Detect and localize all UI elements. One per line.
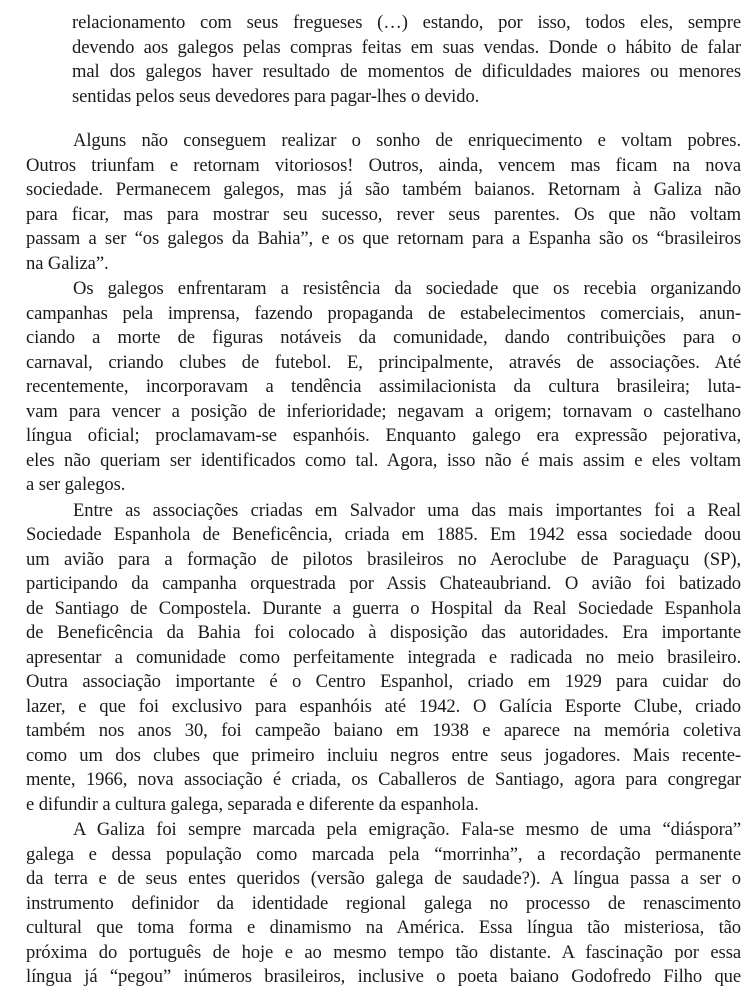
text-line: Outros triunfam e retornam vitoriosos! Outros, ainda, vencem mas ficam na nova	[26, 154, 741, 176]
text-line: mal dos galegos haver resultado de momentos de dificuldades maiores ou menores	[72, 61, 741, 82]
paragraph	[26, 129, 741, 276]
document-page	[26, 11, 741, 991]
text-line: língua já “pegou” inúmeros brasileiros, inclusive o poeta baiano Godofredo Filho que	[26, 966, 741, 987]
text-line: para ficar, mas para mostrar seu sucesso, rever seus parentes. Os que não voltam	[26, 203, 741, 225]
paragraph	[26, 277, 741, 498]
text-line: carnaval, criando clubes de futebol. E, principalmente, através de associações. Até	[26, 351, 741, 373]
text-line: participando da campanha orquestrada por Assis Chateaubriand. O avião foi batizado	[26, 573, 741, 594]
text-line: devendo aos galegos pelas compras feitas em suas vendas. Donde o hábito de falar	[72, 36, 741, 58]
text-line: eles não queriam ser identificados como tal. Agora, isso não é mais assim e eles voltam	[26, 449, 741, 471]
text-line: próxima do português de hoje e ao mesmo tempo tão distante. A fascinação por essa	[26, 941, 741, 963]
block-quote	[72, 11, 741, 109]
text-line: Outra associação importante é o Centro Espanhol, criado em 1929 para cuidar do	[26, 671, 741, 692]
text-line: a ser galegos.	[26, 474, 126, 495]
text-line: na Galiza”.	[26, 252, 109, 274]
text-line: galega e dessa população como marcada pela “morrinha”, a recordação permanente	[26, 843, 741, 865]
text-line: Entre as associações criadas em Salvador uma das mais importantes foi a Real	[73, 499, 741, 521]
text-line: passam a ser “os galegos da Bahia”, e os que retornam para a Espanha são os “brasileiros	[26, 228, 741, 249]
text-line: como um dos clubes que primeiro incluiu negros entre seus jogadores. Mais recente-	[26, 744, 741, 766]
paragraph	[26, 818, 741, 990]
text-line: vam para vencer a posição de inferioridade; negavam a origem; tornavam o castelhano	[26, 400, 741, 422]
text-line: apresentar a comunidade como perfeitamente integrada e radicada no meio brasileiro.	[26, 646, 741, 668]
text-line: campanhas pela imprensa, fazendo propaganda de estabelecimentos comerciais, anun-	[26, 302, 741, 324]
text-line: também nos anos 30, foi campeão baiano em 1938 e aparece na memória coletiva	[26, 720, 741, 741]
text-line: Alguns não conseguem realizar o sonho de enriquecimento e voltam pobres.	[73, 130, 741, 151]
text-line: da terra e de seus entes queridos (versão galega de saudade?). A língua passa a ser o	[26, 868, 741, 889]
paragraph	[26, 499, 741, 818]
text-line: de Santiago de Compostela. Durante a guerra o Hospital da Real Sociedade Espanhola	[26, 597, 741, 619]
text-line: sociedade. Permanecem galegos, mas já são também baianos. Retornam à Galiza não	[26, 179, 741, 200]
text-line: Os galegos enfrentaram a resistência da sociedade que os recebia organizando	[73, 278, 741, 299]
text-line: língua oficial; proclamavam-se espanhóis. Enquanto galego era expressão pejorativa,	[26, 425, 741, 446]
text-line: instrumento definidor da identidade regional galega no processo de renascimento	[26, 892, 741, 914]
text-line: sentidas pelos seus devedores para pagar-lhes o devido.	[72, 85, 480, 107]
text-line: recentemente, incorporavam a tendência assimilacionista da cultura brasileira; luta-	[26, 376, 741, 397]
text-line: lazer, e que foi exclusivo para espanhóis até 1942. O Galícia Esporte Clube, criado	[26, 695, 741, 717]
text-line: e difundir a cultura galega, separada e diferente da espanhola.	[26, 793, 479, 815]
text-line: cultural que toma forma e dinamismo na América. Essa língua tão misteriosa, tão	[26, 917, 741, 938]
text-line: A Galiza foi sempre marcada pela emigração. Fala-se mesmo de uma “diáspora”	[73, 819, 741, 840]
text-line: um avião para a formação de pilotos brasileiros no Aeroclube de Paraguaçu (SP),	[26, 548, 741, 570]
text-line: relacionamento com seus fregueses (…) estando, por isso, todos eles, sempre	[72, 12, 741, 33]
text-line: Sociedade Espanhola de Beneficência, criada em 1885. Em 1942 essa sociedade doou	[26, 524, 741, 545]
text-line: mente, 1966, nova associação é criada, os Caballeros de Santiago, agora para congregar	[26, 769, 741, 790]
text-line: ciando a morte de figuras notáveis da comunidade, dando contribuições para o	[26, 327, 741, 348]
text-line: de Beneficência da Bahia foi colocado à disposição das autoridades. Era importante	[26, 622, 741, 643]
